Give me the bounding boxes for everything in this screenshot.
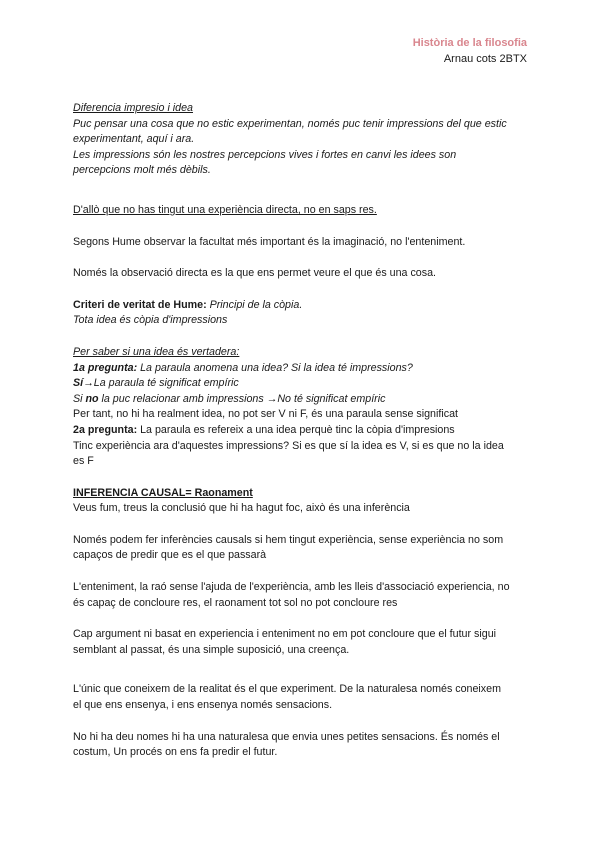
- section-title: Diferencia impresio i idea: [73, 102, 193, 114]
- text-line: és capaç de concloure res, el raonament tot sol no pot concloure res: [73, 596, 398, 609]
- question2-text: La paraula es refereix a una idea perquè tinc la còpia d'impresions: [137, 423, 455, 436]
- text-line: Per tant, no hi ha realment idea, no pot ser V ni F, és una paraula sense significat: [73, 408, 458, 421]
- text-line: L'únic que coneixem de la realitat és el que experiment. De la naturalesa només coneixem: [73, 683, 502, 696]
- page-header: [413, 36, 527, 67]
- question1-label: 1a pregunta:: [73, 361, 138, 374]
- text-line: Veus fum, treus la conclusió que hi ha hagut foc, això és una inferència: [73, 502, 410, 515]
- text-line: es F: [73, 455, 94, 468]
- text-line: L'enteniment, la raó sense l'ajuda de l'experiència, amb les lleis d'associació experiencia, no: [73, 581, 510, 594]
- section-title: INFERENCIA CAUSAL= Raonament: [73, 486, 253, 499]
- text-line: Puc pensar una cosa que no estic experimentan, només puc tenir impressions del que estic: [73, 117, 507, 130]
- text-line: [73, 298, 533, 314]
- text-line: [73, 392, 533, 408]
- section-impression-idea: [73, 101, 533, 179]
- document-body: [73, 101, 533, 761]
- question2-label: 2a pregunta:: [73, 423, 138, 436]
- text-line: [73, 361, 533, 377]
- text-line: [73, 423, 533, 439]
- text-line: No hi ha deu nomes hi ha una naturalesa que envia unes petites sensacions. És només el: [73, 730, 500, 743]
- text-line: semblant al passat, és una simple suposició, una creença.: [73, 643, 350, 656]
- student-name: Arnau cots 2BTX: [443, 53, 527, 65]
- criterion-label: Criteri de veritat de Hume:: [73, 298, 207, 311]
- text-line: experimentant, aquí i ara.: [73, 133, 195, 146]
- hume-imagination-statement: Segons Hume observar la facultat més important és la imaginació, no l'enteniment.: [73, 235, 466, 248]
- text-line: el que ens ensenya, i ens ensenya només sensacions.: [73, 699, 333, 712]
- section-truth-criterion: [73, 298, 533, 329]
- direct-experience-statement: D'allò que no has tingut una experiència directa, no en saps res.: [73, 203, 377, 216]
- text-line: capaços de predir que es el que passarà: [73, 549, 267, 562]
- criterion-text: Principi de la còpia.: [206, 298, 303, 311]
- course-title: Història de la filosofia: [412, 37, 527, 49]
- text-line: Les impressions són les nostres percepcions vives i fortes en canvi les idees son: [73, 148, 457, 161]
- paragraph-understanding: [73, 580, 533, 611]
- text-line: costum, Un procés on ens fa predir el futur.: [73, 746, 278, 759]
- text-line: Només podem fer inferències causals si hem tingut experiència, sense experiència no som: [73, 533, 504, 546]
- paragraph-custom: [73, 730, 533, 761]
- paragraph-future-past: [73, 627, 533, 658]
- no-label: no: [85, 392, 99, 405]
- paragraph-reality: [73, 682, 533, 713]
- section-truth-test: [73, 345, 533, 470]
- section-title: Per saber si una idea és vertadera:: [73, 345, 240, 358]
- text-line: Cap argument ni basat en experiencia i enteniment no em pot concloure que el futur sigui: [73, 628, 497, 641]
- text-line: Tota idea és còpia d'impressions: [73, 314, 228, 327]
- text-line: percepcions molt més dèbils.: [73, 164, 211, 177]
- paragraph-inference-experience: [73, 533, 533, 564]
- yes-text: →La paraula té significat empíric: [83, 377, 239, 390]
- no-text: la puc relacionar amb impressions →No té significat empíric: [98, 392, 386, 405]
- yes-label: Sí: [73, 377, 84, 390]
- text-line: Tinc experiència ara d'aquestes impressions? Si es que sí la idea es V, si es que no la idea: [73, 439, 504, 452]
- section-causal-inference: [73, 486, 533, 517]
- observation-statement: Només la observació directa es la que ens permet veure el que és una cosa.: [73, 267, 436, 280]
- no-prefix: Si: [73, 392, 86, 405]
- question1-text: La paraula anomena una idea? Si la idea té impressions?: [137, 361, 413, 374]
- text-line: [73, 376, 533, 392]
